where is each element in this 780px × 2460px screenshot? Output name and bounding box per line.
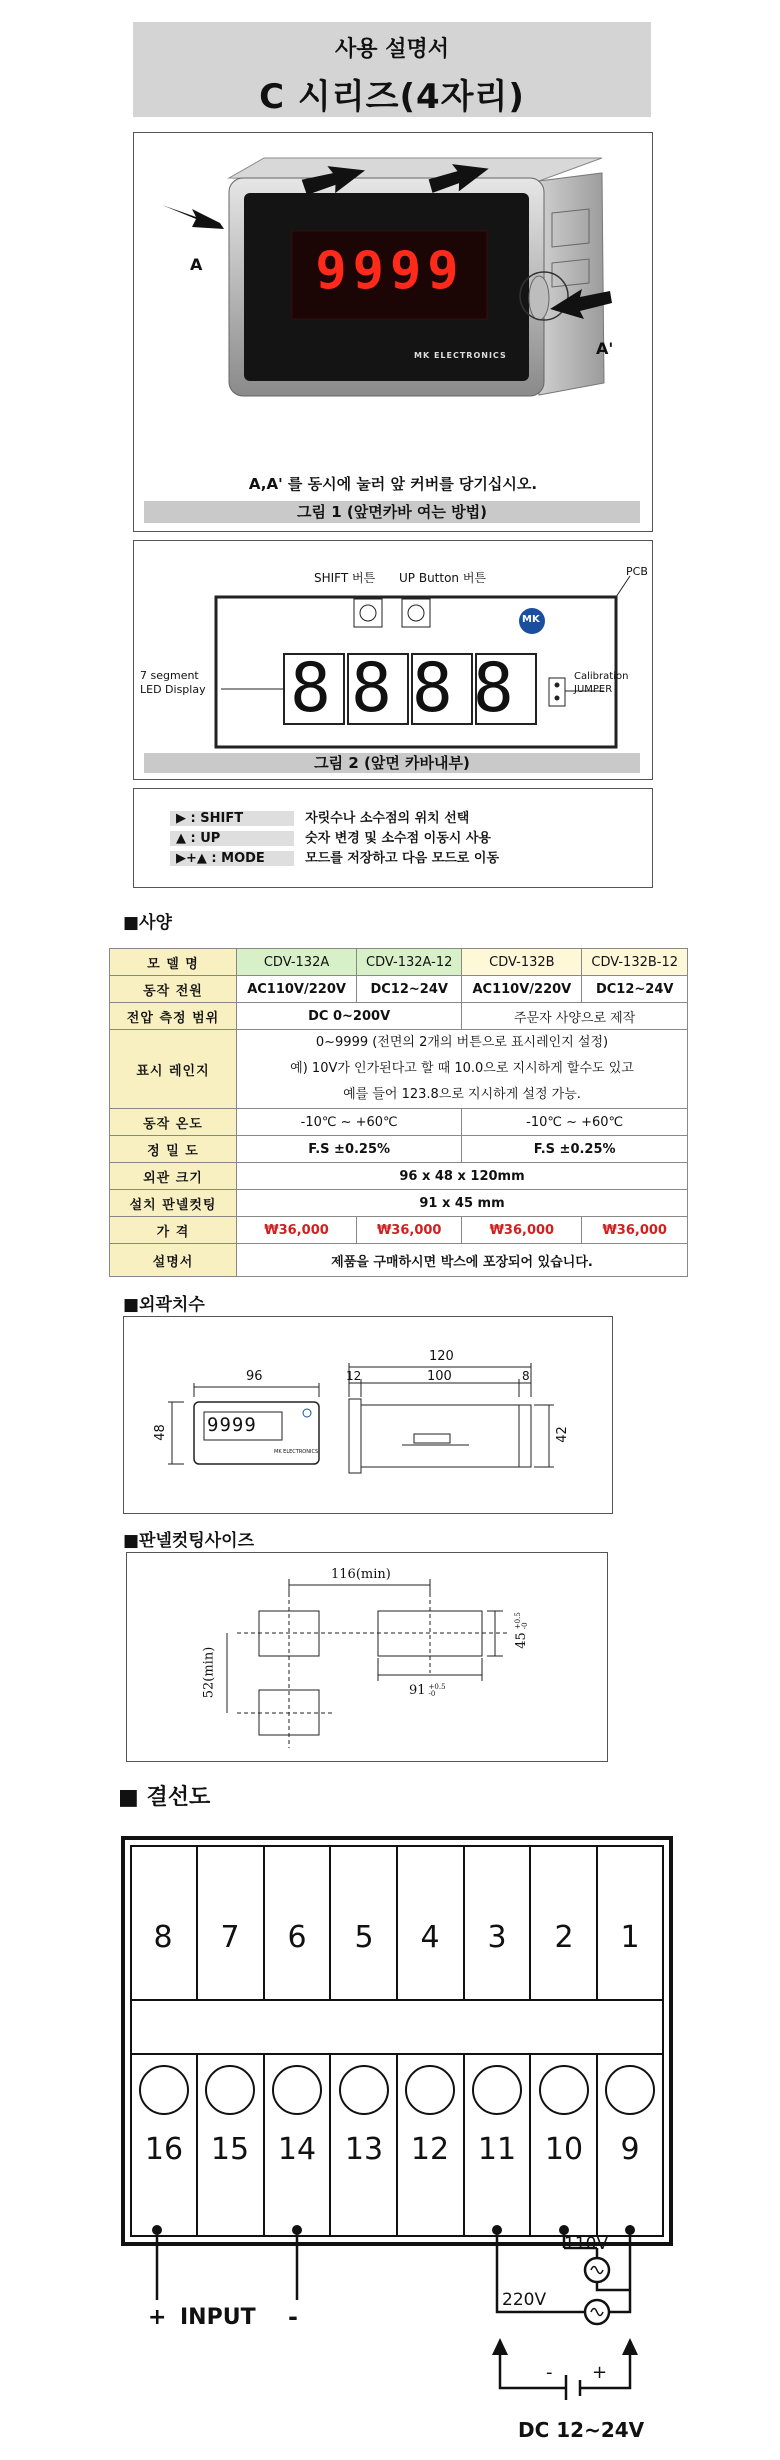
label-a-prime: A'	[596, 339, 614, 358]
price-cell: ₩36,000	[582, 1217, 688, 1244]
model-cell: CDV-132B-12	[582, 949, 688, 976]
key-row	[170, 807, 469, 826]
dims-section-title: ■외곽치수	[123, 1295, 205, 1315]
price-cell: ₩36,000	[357, 1217, 462, 1244]
display-range-text	[237, 1030, 688, 1109]
terminal-14: 14	[277, 2132, 317, 2167]
cut-height-value: 45	[513, 1632, 529, 1649]
figure1-caption: 그림 1 (앞면카바 여는 방법)	[144, 501, 640, 523]
figure1-frame	[133, 132, 653, 532]
display-line: 예를 들어 123.8으로 지시하게 설정 가능.	[343, 1087, 581, 1102]
power-cell: AC110V/220V	[462, 976, 582, 1003]
meter-display-digits: 9999	[315, 241, 465, 301]
key-shift: ▶ : SHIFT	[170, 811, 294, 826]
temp-a: -10℃ ~ +60℃	[237, 1109, 462, 1136]
accuracy-b: F.S ±0.25%	[462, 1136, 688, 1163]
calibration-label-1: Calibration	[574, 671, 629, 682]
temp-b: -10℃ ~ +60℃	[462, 1109, 688, 1136]
title-banner	[133, 22, 651, 117]
ac110-label: 110V	[564, 2234, 609, 2254]
terminal-5: 5	[354, 1920, 374, 1955]
series-title: C 시리즈(4자리)	[259, 77, 525, 117]
cover-instruction: A,A' 를 동시에 눌러 앞 커버를 당기십시오.	[248, 475, 538, 493]
panel-section-title: ■판넬컷팅사이즈	[123, 1531, 255, 1551]
key-mode-desc: 모드를 저장하고 다음 모드로 이동	[305, 851, 500, 866]
terminal-16: 16	[144, 2132, 184, 2167]
spec-label-size: 외관 크기	[110, 1163, 237, 1190]
led-label-2: LED Display	[140, 683, 206, 696]
spec-label-manual: 설명서	[110, 1244, 237, 1277]
dim-rear: 8	[522, 1369, 530, 1383]
manual-title: 사용 설명서	[335, 37, 449, 62]
key-up-desc: 숫자 변경 및 소수점 이동시 사용	[305, 831, 491, 846]
wiring-section-title: ■ 결선도	[118, 1785, 211, 1810]
terminal-1: 1	[620, 1920, 640, 1955]
ac220-label: 220V	[502, 2290, 547, 2310]
terminal-11: 11	[477, 2132, 517, 2167]
calibration-label-2: JUMPER	[574, 684, 613, 695]
spec-table	[109, 948, 688, 1277]
panel-frame	[126, 1552, 608, 1762]
dc-minus: -	[546, 2362, 553, 2383]
pitch-x-label: 116(min)	[331, 1567, 391, 1582]
terminal-15: 15	[210, 2132, 250, 2167]
spec-label-price: 가 격	[110, 1217, 237, 1244]
terminal-12: 12	[410, 2132, 450, 2167]
display-line: 0~9999 (전면의 2개의 버튼으로 표시레인지 설정)	[315, 1035, 609, 1050]
spec-label-power: 동작 전원	[110, 976, 237, 1003]
pcb-label: PCB	[626, 565, 648, 578]
panel-drawing	[127, 1553, 607, 1761]
cut-width-tolerance: +0.5 -0	[428, 1682, 446, 1698]
spec-label-temp: 동작 온도	[110, 1109, 237, 1136]
model-cell: CDV-132A-12	[357, 949, 462, 976]
cut-height-tolerance: +0.5 -0	[513, 1612, 529, 1630]
model-cell: CDV-132A	[237, 949, 357, 976]
front-logo: MK ELECTRONICS	[274, 1449, 319, 1455]
cutout-value: 91 x 45 mm	[237, 1190, 688, 1217]
cut-height-label	[514, 1612, 529, 1649]
figure2-caption: 그림 2 (앞면 카바내부)	[144, 753, 640, 773]
dim-side-height: 42	[554, 1426, 570, 1443]
front-display: 9999	[207, 1414, 257, 1436]
pitch-y-label: 52(min)	[201, 1646, 217, 1699]
figure2-frame	[133, 540, 653, 780]
range-custom: 주문자 사양으로 제작	[462, 1003, 688, 1030]
dims-drawing	[124, 1317, 612, 1513]
terminal-3: 3	[487, 1920, 507, 1955]
key-up: ▲ : UP	[170, 831, 294, 846]
dim-width: 96	[246, 1369, 263, 1384]
cut-width-value: 91	[409, 1683, 426, 1698]
key-shift-desc: 자릿수나 소수점의 위치 선택	[305, 811, 470, 826]
power-cell: AC110V/220V	[237, 976, 357, 1003]
dc-plus: +	[592, 2362, 608, 2383]
input-plus: +	[148, 2305, 167, 2330]
terminal-2: 2	[554, 1920, 574, 1955]
terminal-7: 7	[220, 1920, 240, 1955]
terminal-4: 4	[420, 1920, 440, 1955]
model-cell: CDV-132B	[462, 949, 582, 976]
up-button-label: UP Button 버튼	[399, 571, 487, 585]
dims-frame	[123, 1316, 613, 1514]
key-legend	[133, 788, 653, 888]
input-minus: -	[288, 2303, 298, 2331]
dim-front: 12	[346, 1369, 362, 1383]
power-cell: DC12~24V	[357, 976, 462, 1003]
key-mode: ▶+▲ : MODE	[170, 851, 294, 866]
key-row	[170, 847, 499, 866]
terminal-6: 6	[287, 1920, 307, 1955]
wiring-diagram	[0, 1800, 780, 2460]
key-row	[170, 827, 491, 846]
spec-label-accuracy: 정 밀 도	[110, 1136, 237, 1163]
terminal-10: 10	[544, 2132, 584, 2167]
shift-button-label: SHIFT 버튼	[314, 571, 376, 585]
brand-logo: MK ELECTRONICS	[414, 351, 507, 360]
terminal-13: 13	[344, 2132, 384, 2167]
label-a: A	[190, 255, 203, 274]
power-cell: DC12~24V	[582, 976, 688, 1003]
price-cell: ₩36,000	[462, 1217, 582, 1244]
cut-width-label	[409, 1683, 446, 1698]
mk-logo: MK	[522, 614, 540, 625]
terminal-8: 8	[153, 1920, 173, 1955]
input-label: INPUT	[180, 2305, 256, 2330]
terminal-9: 9	[620, 2132, 640, 2167]
manual-value: 제품을 구매하시면 박스에 포장되어 있습니다.	[237, 1244, 688, 1277]
size-value: 96 x 48 x 120mm	[237, 1163, 688, 1190]
accuracy-a: F.S ±0.25%	[237, 1136, 462, 1163]
segment-digits: 8888	[290, 649, 534, 728]
dim-depth: 120	[429, 1349, 454, 1364]
dim-height: 48	[152, 1424, 168, 1441]
range-std: DC 0~200V	[237, 1003, 462, 1030]
spec-label-cutout: 설치 판넬컷팅	[110, 1190, 237, 1217]
spec-section-title: ■사양	[123, 913, 172, 933]
price-cell: ₩36,000	[237, 1217, 357, 1244]
display-line: 예) 10V가 인가된다고 할 때 10.0으로 지시하게 할수도 있고	[290, 1061, 634, 1076]
spec-label-display: 표시 레인지	[110, 1030, 237, 1109]
spec-label-model: 모 델 명	[110, 949, 237, 976]
spec-label-range: 전압 측정 범위	[110, 1003, 237, 1030]
led-label-1: 7 segment	[140, 669, 199, 682]
dc-supply-label: DC 12~24V	[518, 2418, 645, 2442]
dim-body: 100	[427, 1369, 452, 1384]
